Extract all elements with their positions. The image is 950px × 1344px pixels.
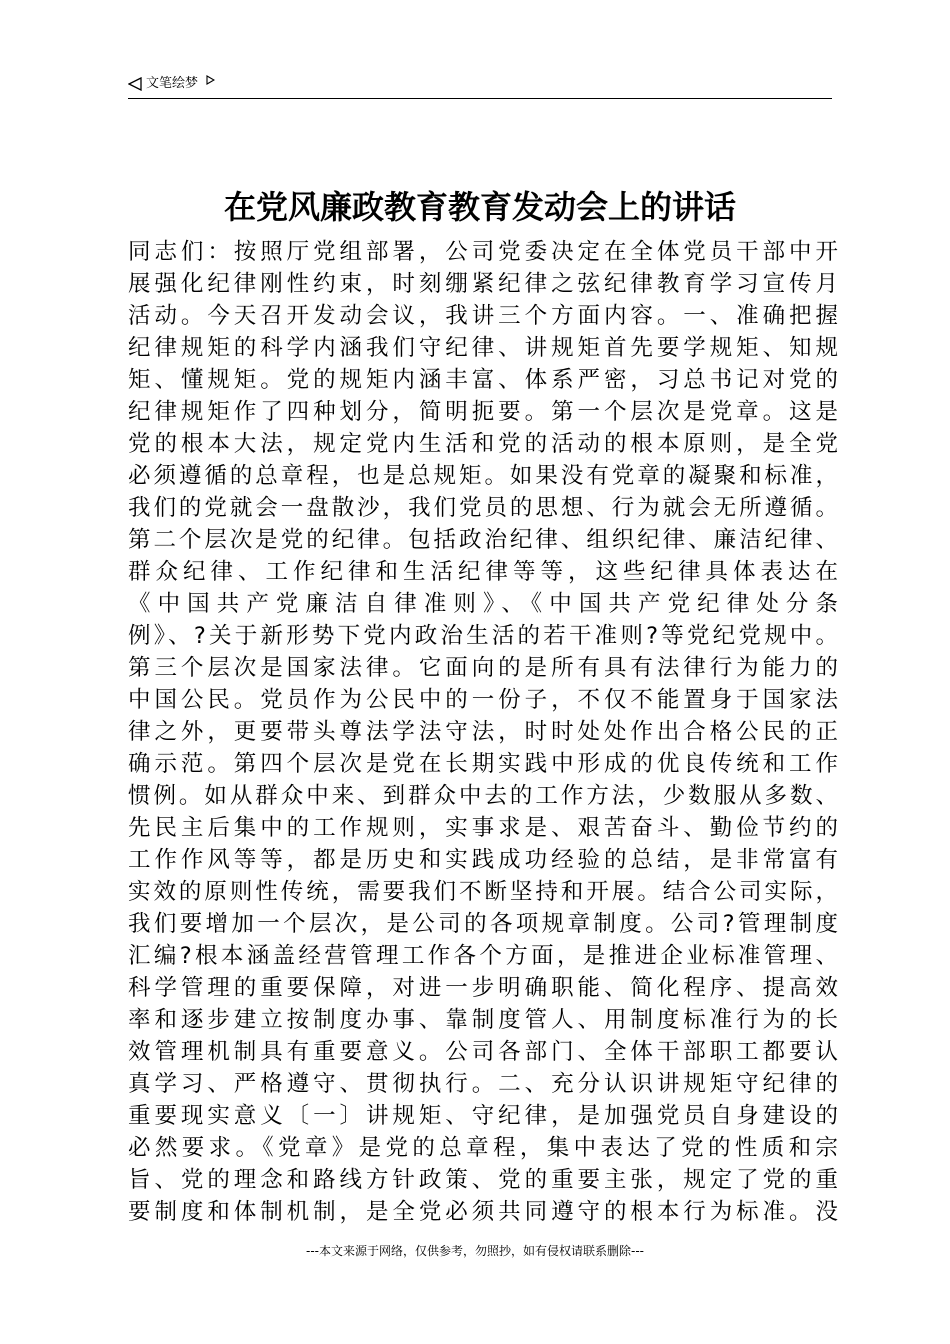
triangle-left-icon: [128, 77, 142, 91]
body-text-line: 中国公民。党员作为公民中的一份子，不仅不能置身于国家法: [128, 687, 838, 713]
body-text-line: 我们的党就会一盘散沙，我们党员的思想、行为就会无所遵循。: [128, 495, 838, 521]
page-footer: ---本文来源于网络，仅供参考，勿照抄，如有侵权请联系删除---: [306, 1244, 644, 1258]
body-text-line: 活动。今天召开发动会议，我讲三个方面内容。一、准确把握: [128, 303, 838, 329]
body-text-line: 矩、懂规矩。党的规矩内涵丰富、体系严密，习总书记对党的: [128, 367, 838, 393]
page-header: [128, 72, 832, 99]
body-text-line: 必须遵循的总章程，也是总规矩。如果没有党章的凝聚和标准，: [128, 463, 838, 489]
body-text-line: 科学管理的重要保障，对进一步明确职能、简化程序、提高效: [128, 975, 838, 1001]
body-text-line: 纪律规矩的科学内涵我们守纪律、讲规矩首先要学规矩、知规: [128, 335, 838, 361]
body-text-line: 要制度和体制机制，是全党必须共同遵守的根本行为标准。没: [128, 1199, 838, 1225]
body-text-line: 例》、?关于新形势下党内政治生活的若干准则?等党纪党规中。: [128, 623, 838, 649]
body-text-line: 同志们：按照厅党组部署，公司党委决定在全体党员干部中开: [128, 239, 838, 265]
triangle-right-icon: [206, 75, 215, 85]
header-brand: [128, 76, 215, 92]
body-text-line: 纪律规矩作了四种划分，简明扼要。第一个层次是党章。这是: [128, 399, 838, 425]
body-text-line: 实效的原则性传统，需要我们不断坚持和开展。结合公司实际，: [128, 879, 838, 905]
body-text-line: 率和逐步建立按制度办事、靠制度管人、用制度标准行为的长: [128, 1007, 838, 1033]
body-text-line: 先民主后集中的工作规则，实事求是、艰苦奋斗、勤俭节约的: [128, 815, 838, 841]
body-text-line: 效管理机制具有重要意义。公司各部门、全体干部职工都要认: [128, 1039, 838, 1065]
body-text-line: 必然要求。《党章》是党的总章程，集中表达了党的性质和宗: [128, 1135, 838, 1161]
body-text-line: 惯例。如从群众中来、到群众中去的工作方法，少数服从多数、: [128, 783, 838, 809]
body-text-line: 律之外，更要带头尊法学法守法，时时处处作出合格公民的正: [128, 719, 838, 745]
body-text-line: 第三个层次是国家法律。它面向的是所有具有法律行为能力的: [128, 655, 838, 681]
body-text-line: 党的根本大法，规定党内生活和党的活动的根本原则，是全党: [128, 431, 838, 457]
body-text-line: 我们要增加一个层次，是公司的各项规章制度。公司?管理制度: [128, 911, 838, 937]
body-text-line: 《中国共产党廉洁自律准则》、《中国共产党纪律处分条: [128, 591, 838, 617]
body-text-line: 真学习、严格遵守、贯彻执行。二、充分认识讲规矩守纪律的: [128, 1071, 838, 1097]
body-text-line: 旨、党的理念和路线方针政策、党的重要主张，规定了党的重: [128, 1167, 838, 1193]
body-text-line: 汇编?根本涵盖经营管理工作各个方面，是推进企业标准管理、: [128, 943, 838, 969]
body-text-line: 展强化纪律刚性约束，时刻绷紧纪律之弦纪律教育学习宣传月: [128, 271, 838, 297]
document-title: 在党风廉政教育教育发动会上的讲话: [223, 188, 736, 226]
body-text-line: 工作作风等等，都是历史和实践成功经验的总结，是非常富有: [128, 847, 838, 873]
body-text-line: 重要现实意义〔一〕讲规矩、守纪律，是加强党员自身建设的: [128, 1103, 838, 1129]
body-text-line: 确示范。第四个层次是党在长期实践中形成的优良传统和工作: [128, 751, 838, 777]
body-text-line: 群众纪律、工作纪律和生活纪律等等，这些纪律具体表达在: [128, 559, 838, 585]
document-body: [128, 236, 838, 1228]
body-text-line: 第二个层次是党的纪律。包括政治纪律、组织纪律、廉洁纪律、: [128, 527, 838, 553]
header-brand-text: 文笔绘梦: [146, 76, 199, 91]
